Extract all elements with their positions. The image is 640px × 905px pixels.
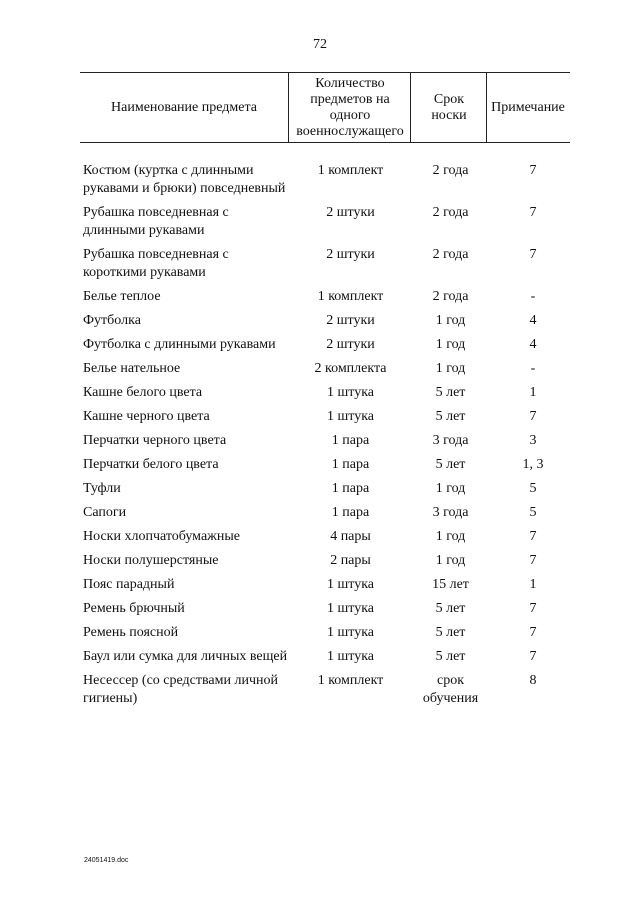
- table-row: [0, 624, 640, 642]
- item-name-cell: Рубашка повседневная с короткими рукавами: [83, 247, 229, 280]
- table-row: [0, 360, 640, 378]
- note-cell: -: [530, 289, 536, 304]
- quantity-cell: 1 штука: [326, 577, 375, 592]
- table-row: [0, 504, 640, 522]
- term-cell: срок обучения: [422, 673, 479, 706]
- note-cell: 1, 3: [522, 457, 544, 472]
- quantity-cell: 1 штука: [326, 385, 375, 400]
- item-name-cell: Костюм (куртка с длинными рукавами и брюки) повседневный: [83, 163, 286, 196]
- header-name: Наименование предмета: [111, 100, 257, 115]
- table-row: [0, 432, 640, 450]
- note-cell: 7: [529, 625, 537, 640]
- term-cell: 1 год: [435, 481, 466, 496]
- note-cell: 4: [529, 337, 537, 352]
- header-top-rule: [80, 72, 570, 73]
- term-cell: 2 года: [432, 289, 469, 304]
- item-name-cell: Кашне черного цвета: [83, 409, 210, 424]
- item-name-cell: Перчатки черного цвета: [83, 433, 227, 448]
- page-number: 72: [313, 37, 327, 52]
- table-row: [0, 162, 640, 198]
- item-name-cell: Пояс парадный: [83, 577, 175, 592]
- term-cell: 2 года: [432, 205, 469, 220]
- note-cell: 8: [529, 673, 537, 688]
- table-row: [0, 480, 640, 498]
- table-row: [0, 384, 640, 402]
- item-name-cell: Рубашка повседневная с длинными рукавами: [83, 205, 229, 238]
- term-cell: 5 лет: [435, 625, 466, 640]
- term-cell: 1 год: [435, 313, 466, 328]
- header-term: Срок носки: [431, 92, 467, 123]
- term-cell: 2 года: [432, 163, 469, 178]
- note-cell: -: [530, 361, 536, 376]
- item-name-cell: Туфли: [83, 481, 121, 496]
- note-cell: 7: [529, 163, 537, 178]
- term-cell: 1 год: [435, 553, 466, 568]
- header-quantity: Количество предметов на одного военнослужащего: [296, 76, 404, 139]
- note-cell: 1: [529, 577, 537, 592]
- table-body: [0, 162, 640, 714]
- item-name-cell: Ремень поясной: [83, 625, 179, 640]
- quantity-cell: 2 комплекта: [314, 361, 387, 376]
- header-bottom-rule: [80, 142, 570, 143]
- note-cell: 7: [529, 205, 537, 220]
- quantity-cell: 1 комплект: [317, 163, 384, 178]
- table-row: [0, 648, 640, 666]
- table-row: [0, 312, 640, 330]
- note-cell: 5: [529, 505, 537, 520]
- quantity-cell: 2 штуки: [326, 205, 375, 220]
- note-cell: 7: [529, 553, 537, 568]
- note-cell: 3: [529, 433, 537, 448]
- quantity-cell: 1 штука: [326, 649, 375, 664]
- item-name-cell: Ремень брючный: [83, 601, 185, 616]
- file-name-footer: 24051419.doc: [84, 857, 129, 864]
- term-cell: 5 лет: [435, 385, 466, 400]
- table-row: [0, 456, 640, 474]
- note-cell: 7: [529, 247, 537, 262]
- table-row: [0, 288, 640, 306]
- item-name-cell: Кашне белого цвета: [83, 385, 203, 400]
- quantity-cell: 2 штуки: [326, 337, 375, 352]
- table-row: [0, 204, 640, 240]
- table-row: [0, 576, 640, 594]
- term-cell: 5 лет: [435, 457, 466, 472]
- term-cell: 2 года: [432, 247, 469, 262]
- item-name-cell: Баул или сумка для личных вещей: [83, 649, 288, 664]
- quantity-cell: 2 штуки: [326, 247, 375, 262]
- header-note: Примечание: [491, 100, 565, 115]
- term-cell: 5 лет: [435, 601, 466, 616]
- note-cell: 1: [529, 385, 537, 400]
- item-name-cell: Футболка: [83, 313, 141, 328]
- term-cell: 1 год: [435, 337, 466, 352]
- item-name-cell: Несессер (со средствами личной гигиены): [83, 673, 279, 706]
- term-cell: 1 год: [435, 529, 466, 544]
- note-cell: 7: [529, 409, 537, 424]
- quantity-cell: 4 пары: [330, 529, 371, 544]
- quantity-cell: 1 штука: [326, 625, 375, 640]
- table-row: [0, 672, 640, 708]
- quantity-cell: 2 пары: [330, 553, 371, 568]
- note-cell: 5: [529, 481, 537, 496]
- term-cell: 1 год: [435, 361, 466, 376]
- term-cell: 3 года: [432, 433, 469, 448]
- quantity-cell: 1 комплект: [317, 289, 384, 304]
- table-row: [0, 552, 640, 570]
- note-cell: 7: [529, 601, 537, 616]
- note-cell: 7: [529, 649, 537, 664]
- quantity-cell: 1 штука: [326, 409, 375, 424]
- quantity-cell: 1 штука: [326, 601, 375, 616]
- quantity-cell: 1 пара: [331, 505, 370, 520]
- item-name-cell: Перчатки белого цвета: [83, 457, 219, 472]
- quantity-cell: 1 пара: [331, 457, 370, 472]
- item-name-cell: Белье нательное: [83, 361, 181, 376]
- quantity-cell: 1 пара: [331, 481, 370, 496]
- quantity-cell: 1 пара: [331, 433, 370, 448]
- quantity-cell: 2 штуки: [326, 313, 375, 328]
- term-cell: 5 лет: [435, 649, 466, 664]
- table-row: [0, 600, 640, 618]
- quantity-cell: 1 комплект: [317, 673, 384, 688]
- table-row: [0, 528, 640, 546]
- header-divider: [410, 72, 411, 142]
- item-name-cell: Футболка с длинными рукавами: [83, 337, 276, 352]
- note-cell: 4: [529, 313, 537, 328]
- table-row: [0, 408, 640, 426]
- table-row: [0, 246, 640, 282]
- term-cell: 15 лет: [432, 577, 469, 592]
- header-divider: [288, 72, 289, 142]
- note-cell: 7: [529, 529, 537, 544]
- term-cell: 3 года: [432, 505, 469, 520]
- table-row: [0, 336, 640, 354]
- term-cell: 5 лет: [435, 409, 466, 424]
- item-name-cell: Сапоги: [83, 505, 127, 520]
- item-name-cell: Носки хлопчатобумажные: [83, 529, 240, 544]
- item-name-cell: Белье теплое: [83, 289, 161, 304]
- item-name-cell: Носки полушерстяные: [83, 553, 219, 568]
